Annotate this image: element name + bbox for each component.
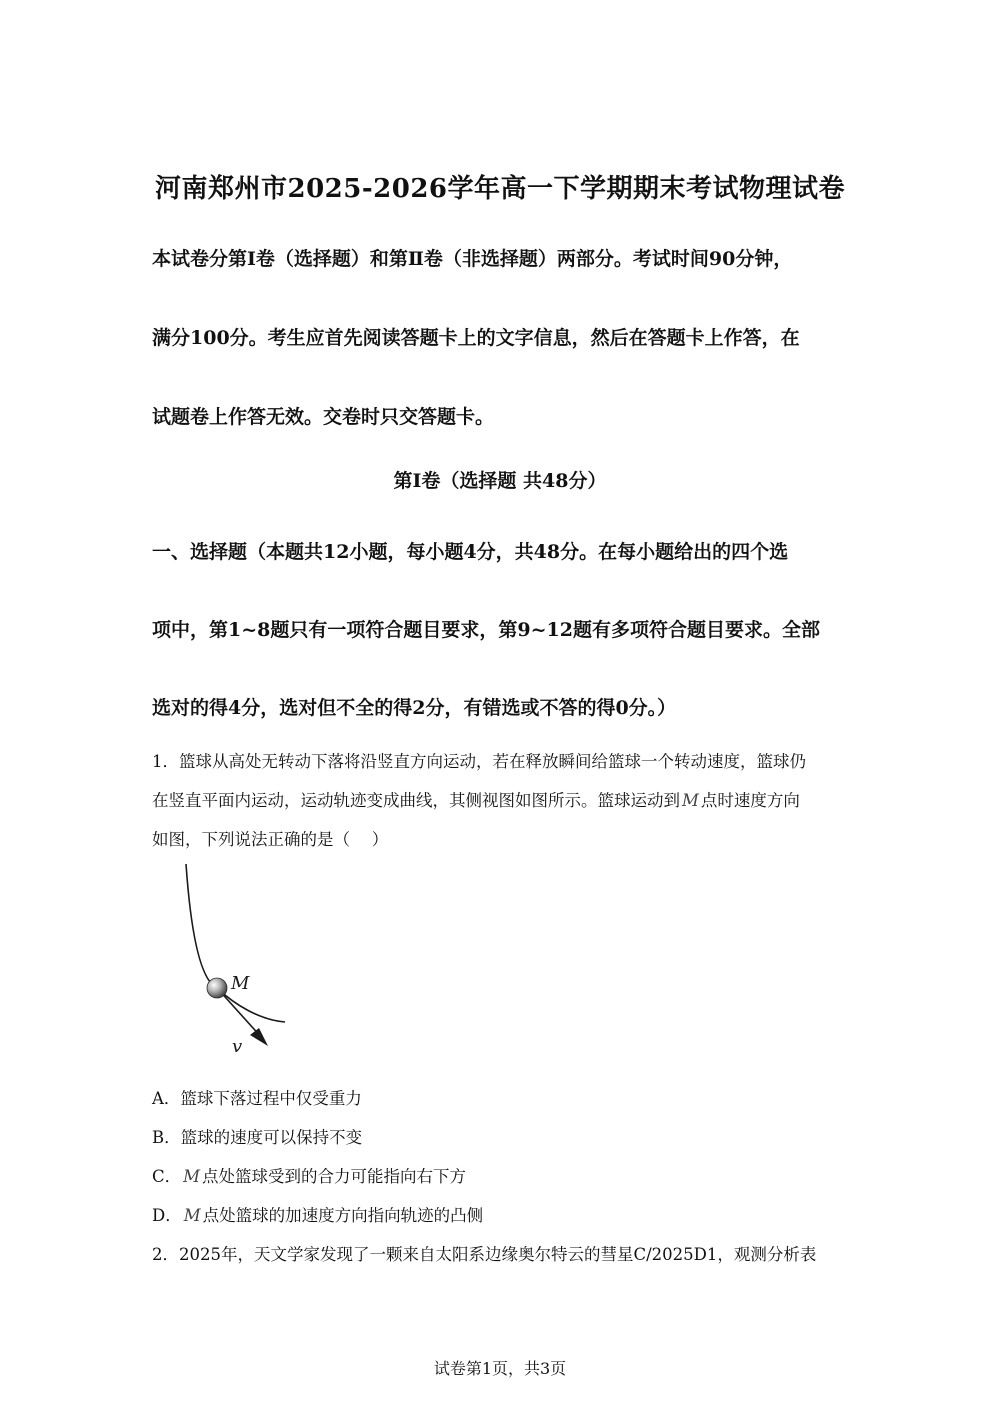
question-1-line-2-text-a: 在竖直平面内运动，运动轨迹变成曲线，其侧视图如图所示。篮球运动到: [152, 791, 680, 810]
option-a: A．篮球下落过程中仅受重力: [152, 1089, 362, 1108]
page-footer: 试卷第1页，共3页: [433, 1359, 567, 1378]
page-title: 河南郑州市2025-2026学年高一下学期期末考试物理试卷: [154, 174, 846, 204]
option-c-prefix: C．: [152, 1167, 182, 1186]
velocity-v-label: v: [232, 1036, 243, 1057]
question-1-line-2: [152, 787, 800, 811]
instruction-line-1: 本试卷分第Ⅰ卷（选择题）和第Ⅱ卷（非选择题）两部分。考试时间90分钟，: [152, 248, 793, 270]
question-1-line-3: 如图，下列说法正确的是（ ）: [152, 830, 389, 849]
option-b: B．篮球的速度可以保持不变: [152, 1128, 363, 1147]
basketball-ball: [207, 978, 227, 998]
variable-m: M: [183, 1206, 201, 1225]
option-c: [152, 1163, 466, 1187]
section-instruction-line-3: 选对的得4分，选对但不全的得2分，有错选或不答的得0分。）: [152, 697, 677, 719]
question-1-line-1: 1．篮球从高处无转动下落将沿竖直方向运动，若在释放瞬间给篮球一个转动速度，篮球仍: [152, 752, 806, 771]
section-title: 第Ⅰ卷（选择题 共48分）: [393, 470, 607, 492]
option-d-prefix: D．: [152, 1206, 182, 1225]
question-1-line-2-text-b: 点时速度方向: [700, 791, 800, 810]
option-c-text: 点处篮球受到的合力可能指向右下方: [202, 1167, 467, 1186]
question-2-line-1: 2．2025年，天文学家发现了一颗来自太阳系边缘奥尔特云的彗星C/2025D1，观测分析表: [152, 1245, 817, 1264]
section-instruction-line-2: 项中，第1~8题只有一项符合题目要求，第9~12题有多项符合题目要求。全部: [152, 619, 820, 641]
option-d: [152, 1202, 483, 1226]
section-instruction-line-1: 一、选择题（本题共12小题，每小题4分，共48分。在每小题给出的四个选: [152, 541, 789, 563]
trajectory-figure: [170, 860, 300, 1060]
instruction-line-3: 试题卷上作答无效。交卷时只交答题卡。: [152, 406, 495, 428]
variable-m: M: [682, 791, 699, 810]
trajectory-curve: [186, 864, 285, 1022]
point-m-label: M: [231, 973, 250, 994]
variable-m: M: [183, 1167, 201, 1186]
option-d-text: 点处篮球的加速度方向指向轨迹的凸侧: [202, 1206, 484, 1225]
velocity-arrowhead: [250, 1028, 268, 1046]
instruction-line-2: 满分100分。考生应首先阅读答题卡上的文字信息，然后在答题卡上作答，在: [152, 327, 800, 349]
